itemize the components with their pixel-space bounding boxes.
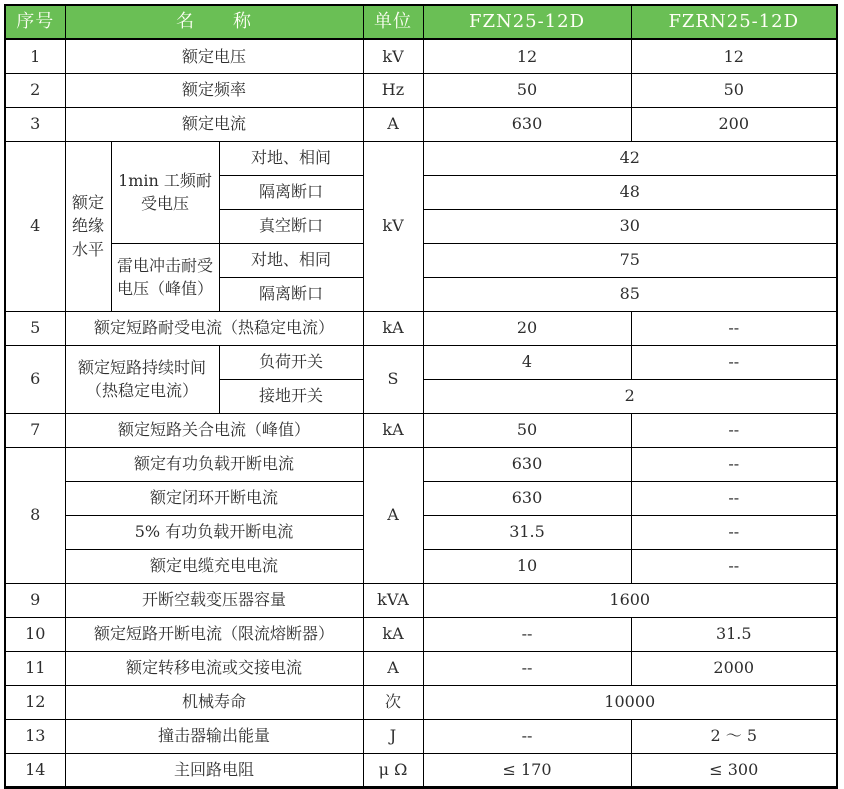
row-8-sub-4-value-model1: 10 xyxy=(423,549,631,583)
row-9-name: 开断空载变压器容量 xyxy=(65,583,363,617)
row-2-no: 2 xyxy=(5,73,65,107)
row-10-no: 10 xyxy=(5,617,65,651)
row-4-group: 额定绝缘水平 xyxy=(65,141,111,311)
row-2-name: 额定频率 xyxy=(65,73,363,107)
row-8-sub-4-value-model2: -- xyxy=(631,549,837,583)
row-9-value: 1600 xyxy=(423,583,837,617)
row-6-unit: S xyxy=(363,345,423,413)
row-7-no: 7 xyxy=(5,413,65,447)
row-2-value-model1: 50 xyxy=(423,73,631,107)
row-3-no: 3 xyxy=(5,107,65,141)
row-6-sub-1 xyxy=(5,345,837,379)
row-11-value-model2: 2000 xyxy=(631,651,837,685)
row-13-value-model2: 2 ～ 5 xyxy=(631,719,837,753)
row-8-sub-1-name: 额定有功负载开断电流 xyxy=(65,447,363,481)
row-14-name: 主回路电阻 xyxy=(65,753,363,787)
row-4-subgroup-lightning: 雷电冲击耐受电压（峰值） xyxy=(111,243,219,311)
row-9-no: 9 xyxy=(5,583,65,617)
row-12-no: 12 xyxy=(5,685,65,719)
row-6-sub-2-label: 接地开关 xyxy=(219,379,363,413)
row-5-value-model2: -- xyxy=(631,311,837,345)
row-7-value-model2: -- xyxy=(631,413,837,447)
row-8-sub-2-value-model2: -- xyxy=(631,481,837,515)
header-row xyxy=(5,5,837,39)
row-3-value-model2: 200 xyxy=(631,107,837,141)
row-8-sub-3-value-model2: -- xyxy=(631,515,837,549)
row-13-no: 13 xyxy=(5,719,65,753)
row-4-sub-1 xyxy=(5,141,837,175)
row-1-value-model1: 12 xyxy=(423,39,631,73)
row-8-sub-1-value-model1: 630 xyxy=(423,447,631,481)
row-10-name: 额定短路开断电流（限流熔断器） xyxy=(65,617,363,651)
row-4-sub-5-value: 85 xyxy=(423,277,837,311)
row-1-name: 额定电压 xyxy=(65,39,363,73)
row-4-sub-2-label: 隔离断口 xyxy=(219,175,363,209)
row-5-unit: kA xyxy=(363,311,423,345)
row-13 xyxy=(5,719,837,753)
row-12 xyxy=(5,685,837,719)
row-11-no: 11 xyxy=(5,651,65,685)
row-2-unit: Hz xyxy=(363,73,423,107)
row-8-no: 8 xyxy=(5,447,65,583)
row-14-no: 14 xyxy=(5,753,65,787)
row-7-name: 额定短路关合电流（峰值） xyxy=(65,413,363,447)
row-1 xyxy=(5,39,837,73)
row-4-sub-3-label: 真空断口 xyxy=(219,209,363,243)
row-14-value-model1: ≤ 170 xyxy=(423,753,631,787)
row-13-value-model1: -- xyxy=(423,719,631,753)
row-6-sub-2-value: 2 xyxy=(423,379,837,413)
header-col-model2: FZRN25-12D xyxy=(631,5,837,39)
row-5-value-model1: 20 xyxy=(423,311,631,345)
row-8-sub-2-value-model1: 630 xyxy=(423,481,631,515)
row-4-sub-1-label: 对地、相间 xyxy=(219,141,363,175)
row-14-value-model2: ≤ 300 xyxy=(631,753,837,787)
row-10 xyxy=(5,617,837,651)
row-1-no: 1 xyxy=(5,39,65,73)
row-12-value: 10000 xyxy=(423,685,837,719)
row-6-sub-1-value-model2: -- xyxy=(631,345,837,379)
row-7-value-model1: 50 xyxy=(423,413,631,447)
row-10-unit: kA xyxy=(363,617,423,651)
header-col-index: 序号 xyxy=(5,5,65,39)
row-2 xyxy=(5,73,837,107)
row-6-sub-1-value-model1: 4 xyxy=(423,345,631,379)
row-3-unit: A xyxy=(363,107,423,141)
row-4-sub-1-value: 42 xyxy=(423,141,837,175)
row-4-sub-5-label: 隔离断口 xyxy=(219,277,363,311)
row-13-name: 撞击器输出能量 xyxy=(65,719,363,753)
header-col-model1: FZN25-12D xyxy=(423,5,631,39)
row-3-value-model1: 630 xyxy=(423,107,631,141)
row-8-sub-3-value-model1: 31.5 xyxy=(423,515,631,549)
row-3 xyxy=(5,107,837,141)
row-5-no: 5 xyxy=(5,311,65,345)
row-5 xyxy=(5,311,837,345)
spec-table xyxy=(4,4,838,789)
row-11-value-model1: -- xyxy=(423,651,631,685)
row-8-sub-1-value-model2: -- xyxy=(631,447,837,481)
row-10-value-model2: 31.5 xyxy=(631,617,837,651)
row-4-unit: kV xyxy=(363,141,423,311)
row-4-no: 4 xyxy=(5,141,65,311)
row-8-sub-3-name: 5% 有功负载开断电流 xyxy=(65,515,363,549)
row-8-sub-4-name: 额定电缆充电电流 xyxy=(65,549,363,583)
row-9 xyxy=(5,583,837,617)
row-10-value-model1: -- xyxy=(423,617,631,651)
row-4-subgroup-power-freq: 1min 工频耐受电压 xyxy=(111,141,219,243)
row-12-unit: 次 xyxy=(363,685,423,719)
row-8-unit: A xyxy=(363,447,423,583)
row-2-value-model2: 50 xyxy=(631,73,837,107)
row-14-unit: μ Ω xyxy=(363,753,423,787)
row-1-unit: kV xyxy=(363,39,423,73)
row-4-sub-3-value: 30 xyxy=(423,209,837,243)
row-9-unit: kVA xyxy=(363,583,423,617)
row-12-name: 机械寿命 xyxy=(65,685,363,719)
row-6-sub-1-label: 负荷开关 xyxy=(219,345,363,379)
row-6-name: 额定短路持续时间（热稳定电流） xyxy=(65,345,219,413)
row-11-unit: A xyxy=(363,651,423,685)
header-col-name: 名 称 xyxy=(65,5,363,39)
row-8-sub-2-name: 额定闭环开断电流 xyxy=(65,481,363,515)
row-8-sub-1 xyxy=(5,447,837,481)
row-14 xyxy=(5,753,837,787)
row-3-name: 额定电流 xyxy=(65,107,363,141)
row-5-name: 额定短路耐受电流（热稳定电流） xyxy=(65,311,363,345)
header-col-unit: 单位 xyxy=(363,5,423,39)
row-13-unit: J xyxy=(363,719,423,753)
row-11-name: 额定转移电流或交接电流 xyxy=(65,651,363,685)
row-11 xyxy=(5,651,837,685)
row-1-value-model2: 12 xyxy=(631,39,837,73)
row-4-sub-4-value: 75 xyxy=(423,243,837,277)
row-7-unit: kA xyxy=(363,413,423,447)
row-4-sub-4-label: 对地、相同 xyxy=(219,243,363,277)
row-4-sub-2-value: 48 xyxy=(423,175,837,209)
row-6-no: 6 xyxy=(5,345,65,413)
row-7 xyxy=(5,413,837,447)
